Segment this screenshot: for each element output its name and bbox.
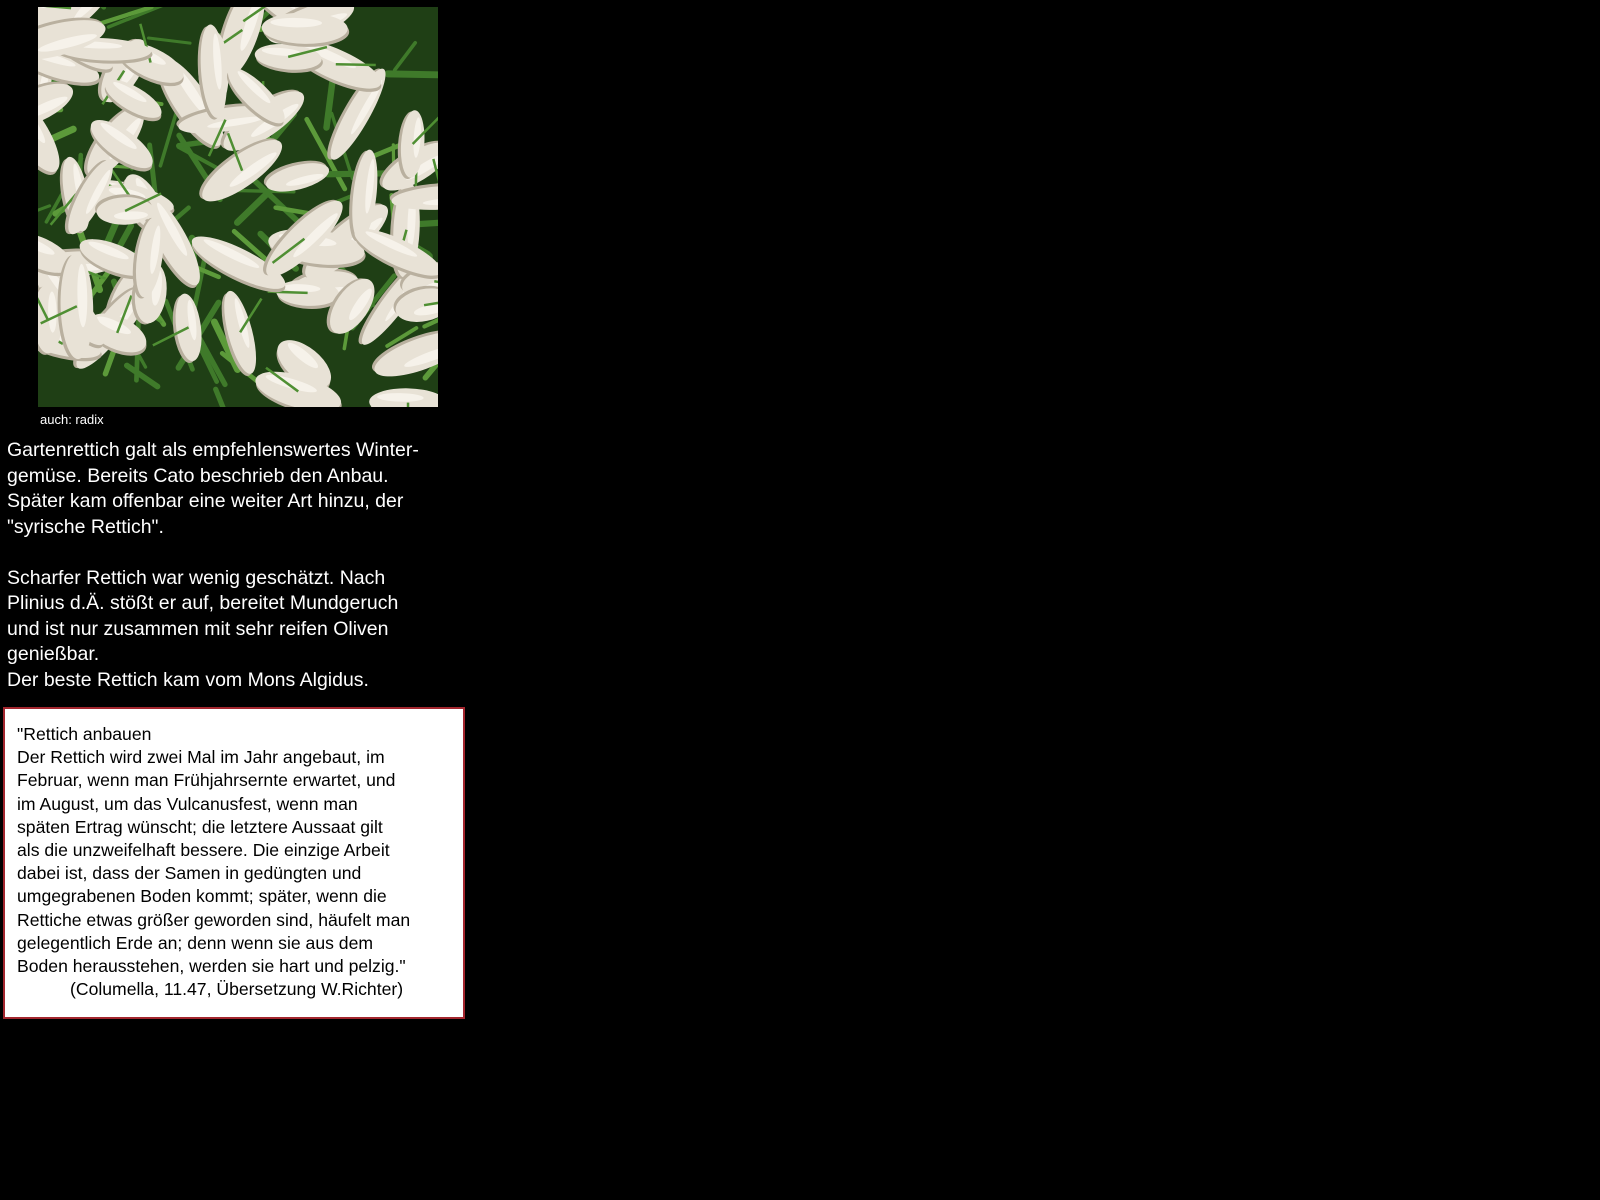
quote-line: dabei ist, dass der Samen in gedüngten und bbox=[17, 863, 362, 884]
intro-paragraph-2 bbox=[7, 566, 467, 694]
quote-line: umgegrabenen Boden kommt; später, wenn die bbox=[17, 886, 387, 907]
radish-photo bbox=[38, 7, 438, 407]
text-line: gemüse. Bereits Cato beschrieb den Anbau. bbox=[7, 464, 389, 487]
quote-line: als die unzweifelhaft bessere. Die einzige Arbeit bbox=[17, 840, 390, 861]
paragraph-gap bbox=[7, 540, 467, 566]
quote-line: Boden herausstehen, werden sie hart und pelzig." bbox=[17, 956, 406, 977]
text-line: "syrische Rettich". bbox=[7, 515, 164, 538]
columella-quote-box bbox=[3, 707, 465, 1019]
photo-caption: auch: radix bbox=[40, 412, 104, 427]
quote-line: Rettiche etwas größer geworden sind, häufelt man bbox=[17, 909, 411, 930]
text-line: und ist nur zusammen mit sehr reifen Oliven bbox=[7, 617, 389, 640]
text-line: genießbar. bbox=[7, 643, 100, 665]
text-line: Scharfer Rettich war wenig geschätzt. Nach bbox=[7, 566, 386, 589]
quote-line: Der Rettich wird zwei Mal im Jahr angebaut, im bbox=[17, 747, 385, 768]
quote-line: im August, um das Vulcanusfest, wenn man bbox=[17, 793, 358, 814]
radish-pile-image bbox=[38, 7, 438, 407]
quote-line: "Rettich anbauen bbox=[17, 724, 152, 744]
quote-line: Februar, wenn man Frühjahrsernte erwartet, und bbox=[17, 770, 396, 791]
intro-text bbox=[7, 438, 467, 693]
quote-line: gelegentlich Erde an; denn wenn sie aus dem bbox=[17, 932, 374, 953]
text-line: Der beste Rettich kam vom Mons Algidus. bbox=[7, 668, 369, 691]
quote-source: (Columella, 11.47, Übersetzung W.Richter) bbox=[70, 979, 404, 1000]
text-line: Später kam offenbar eine weiter Art hinzu, der bbox=[7, 490, 404, 512]
text-line: Plinius d.Ä. stößt er auf, bereitet Mundgeruch bbox=[7, 592, 399, 614]
text-line: Gartenrettich galt als empfehlenswertes Winter- bbox=[7, 439, 419, 461]
quote-line: späten Ertrag wünscht; die letztere Aussaat gilt bbox=[17, 816, 383, 837]
intro-paragraph-1 bbox=[7, 438, 467, 540]
